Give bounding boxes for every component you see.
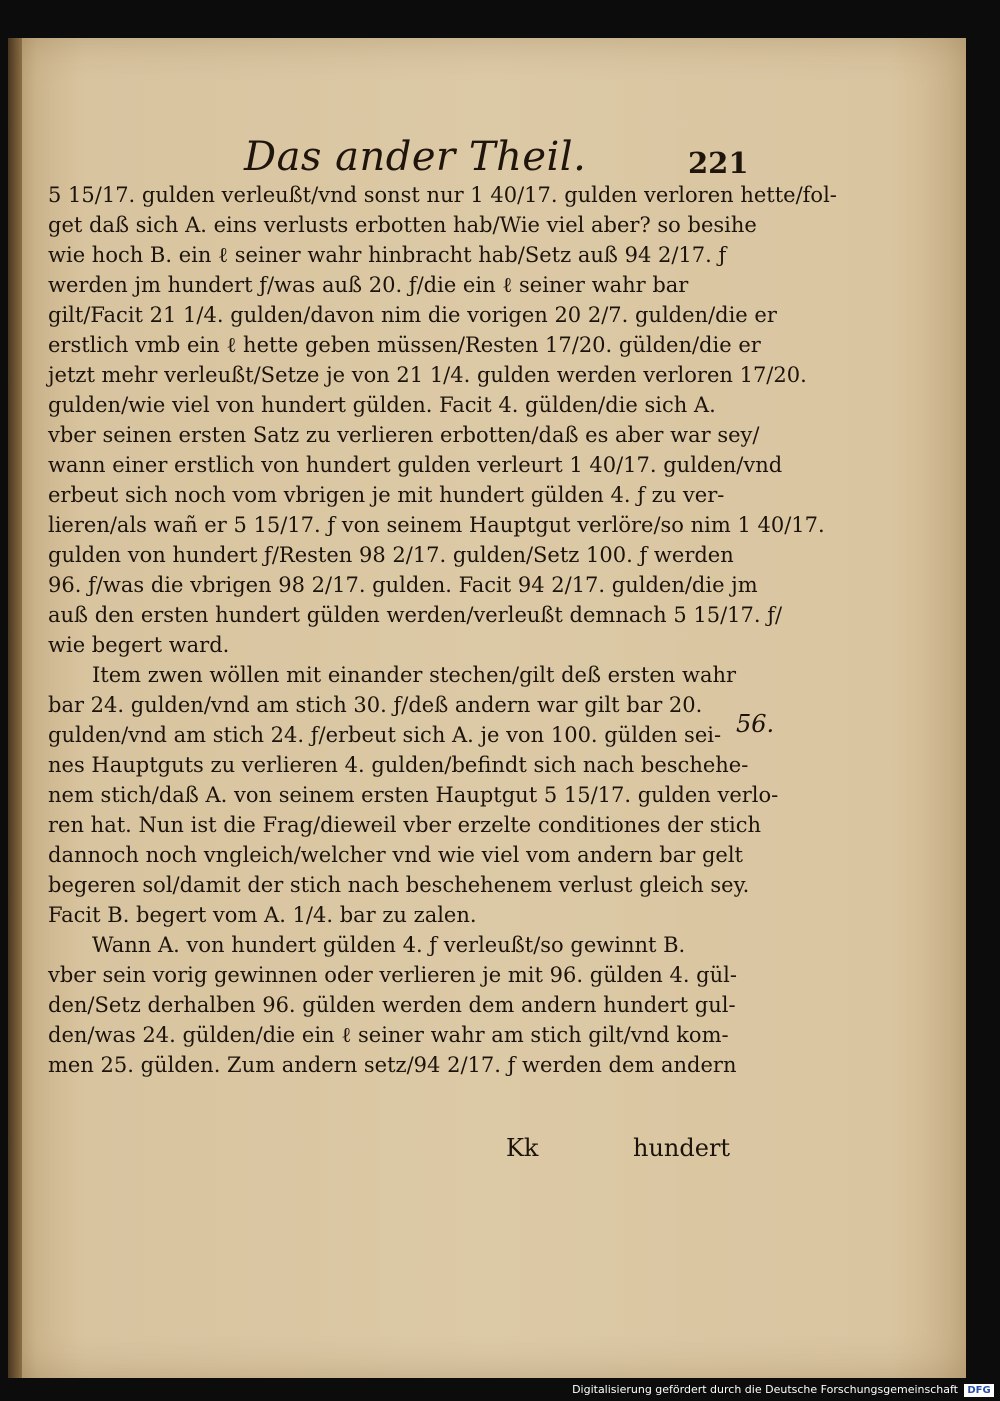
text-line: get daß sich A. eins verlusts erbotten hab/Wie viel aber? so besihe: [48, 213, 757, 237]
binding-gutter: [8, 38, 22, 1378]
text-line: wann einer erstlich von hundert gulden verleurt 1 40/17. gulden/vnd: [48, 453, 783, 477]
footer-bar: [0, 1381, 1000, 1401]
text-line: erbeut sich noch vom vbrigen je mit hundert gülden 4. ƒ zu ver-: [48, 483, 725, 507]
text-line: gulden von hundert ƒ/Resten 98 2/17. gulden/Setz 100. ƒ werden: [48, 543, 734, 567]
text-line: den/was 24. gülden/die ein ℓ seiner wahr am stich gilt/vnd kom-: [48, 1023, 729, 1047]
text-line: men 25. gülden. Zum andern setz/94 2/17. ƒ werden dem andern: [48, 1053, 737, 1077]
text-line: lieren/als wañ er 5 15/17. ƒ von seinem Hauptgut verlöre/so nim 1 40/17.: [48, 513, 825, 537]
text-line: begeren sol/damit der stich nach beschehenem verlust gleich sey.: [48, 873, 750, 897]
text-line: ren hat. Nun ist die Frag/dieweil vber erzelte conditiones der stich: [48, 813, 761, 837]
text-line: wie begert ward.: [48, 633, 230, 657]
text-line: vber seinen ersten Satz zu verlieren erbotten/daß es aber war sey/: [48, 423, 760, 447]
text-line: dannoch noch vngleich/welcher vnd wie viel vom andern bar gelt: [48, 843, 743, 867]
page-number: 221: [688, 146, 749, 180]
text-line: wie hoch B. ein ℓ seiner wahr hinbracht hab/Setz auß 94 2/17. ƒ: [48, 243, 727, 267]
text-line: bar 24. gulden/vnd am stich 30. ƒ/deß andern war gilt bar 20.: [48, 693, 703, 717]
dfg-logo: DFG: [964, 1384, 994, 1397]
margin-note: 56.: [736, 710, 775, 738]
catchword: hundert: [633, 1134, 731, 1162]
text-line: gulden/wie viel von hundert gülden. Facit 4. gülden/die sich A.: [48, 393, 716, 417]
digitization-credit: Digitalisierung gefördert durch die Deutsche Forschungsgemeinschaft: [572, 1383, 958, 1396]
signature-mark: Kk: [506, 1134, 539, 1162]
text-line: 5 15/17. gulden verleußt/vnd sonst nur 1 40/17. gulden verloren hette/fol-: [48, 183, 837, 207]
text-line: Facit B. begert vom A. 1/4. bar zu zalen.: [48, 903, 477, 927]
text-line: nes Hauptguts zu verlieren 4. gulden/befindt sich nach beschehe-: [48, 753, 749, 777]
paragraph-start-line: Wann A. von hundert gülden 4. ƒ verleußt/so gewinnt B.: [92, 933, 686, 957]
text-line: werden jm hundert ƒ/was auß 20. ƒ/die ein ℓ seiner wahr bar: [48, 273, 689, 297]
text-line: vber sein vorig gewinnen oder verlieren je mit 96. gülden 4. gül-: [48, 963, 737, 987]
text-line: auß den ersten hundert gülden werden/verleußt demnach 5 15/17. ƒ/: [48, 603, 783, 627]
text-line: 96. ƒ/was die vbrigen 98 2/17. gulden. Facit 94 2/17. gulden/die jm: [48, 573, 758, 597]
book-page: [8, 38, 966, 1378]
text-line: den/Setz derhalben 96. gülden werden dem andern hundert gul-: [48, 993, 736, 1017]
paragraph-start-line: Item zwen wöllen mit einander stechen/gilt deß ersten wahr: [92, 663, 737, 687]
text-line: erstlich vmb ein ℓ hette geben müssen/Resten 17/20. gülden/die er: [48, 333, 761, 357]
text-line: nem stich/daß A. von seinem ersten Hauptgut 5 15/17. gulden verlo-: [48, 783, 779, 807]
running-title: Das ander Theil.: [244, 134, 587, 180]
signature-line: [8, 1134, 966, 1168]
text-line: gilt/Facit 21 1/4. gulden/davon nim die vorigen 20 2/7. gulden/die er: [48, 303, 777, 327]
text-line: gulden/vnd am stich 24. ƒ/erbeut sich A. je von 100. gülden sei-: [48, 723, 722, 747]
text-line: jetzt mehr verleußt/Setze je von 21 1/4. gulden werden verloren 17/20.: [48, 363, 807, 387]
